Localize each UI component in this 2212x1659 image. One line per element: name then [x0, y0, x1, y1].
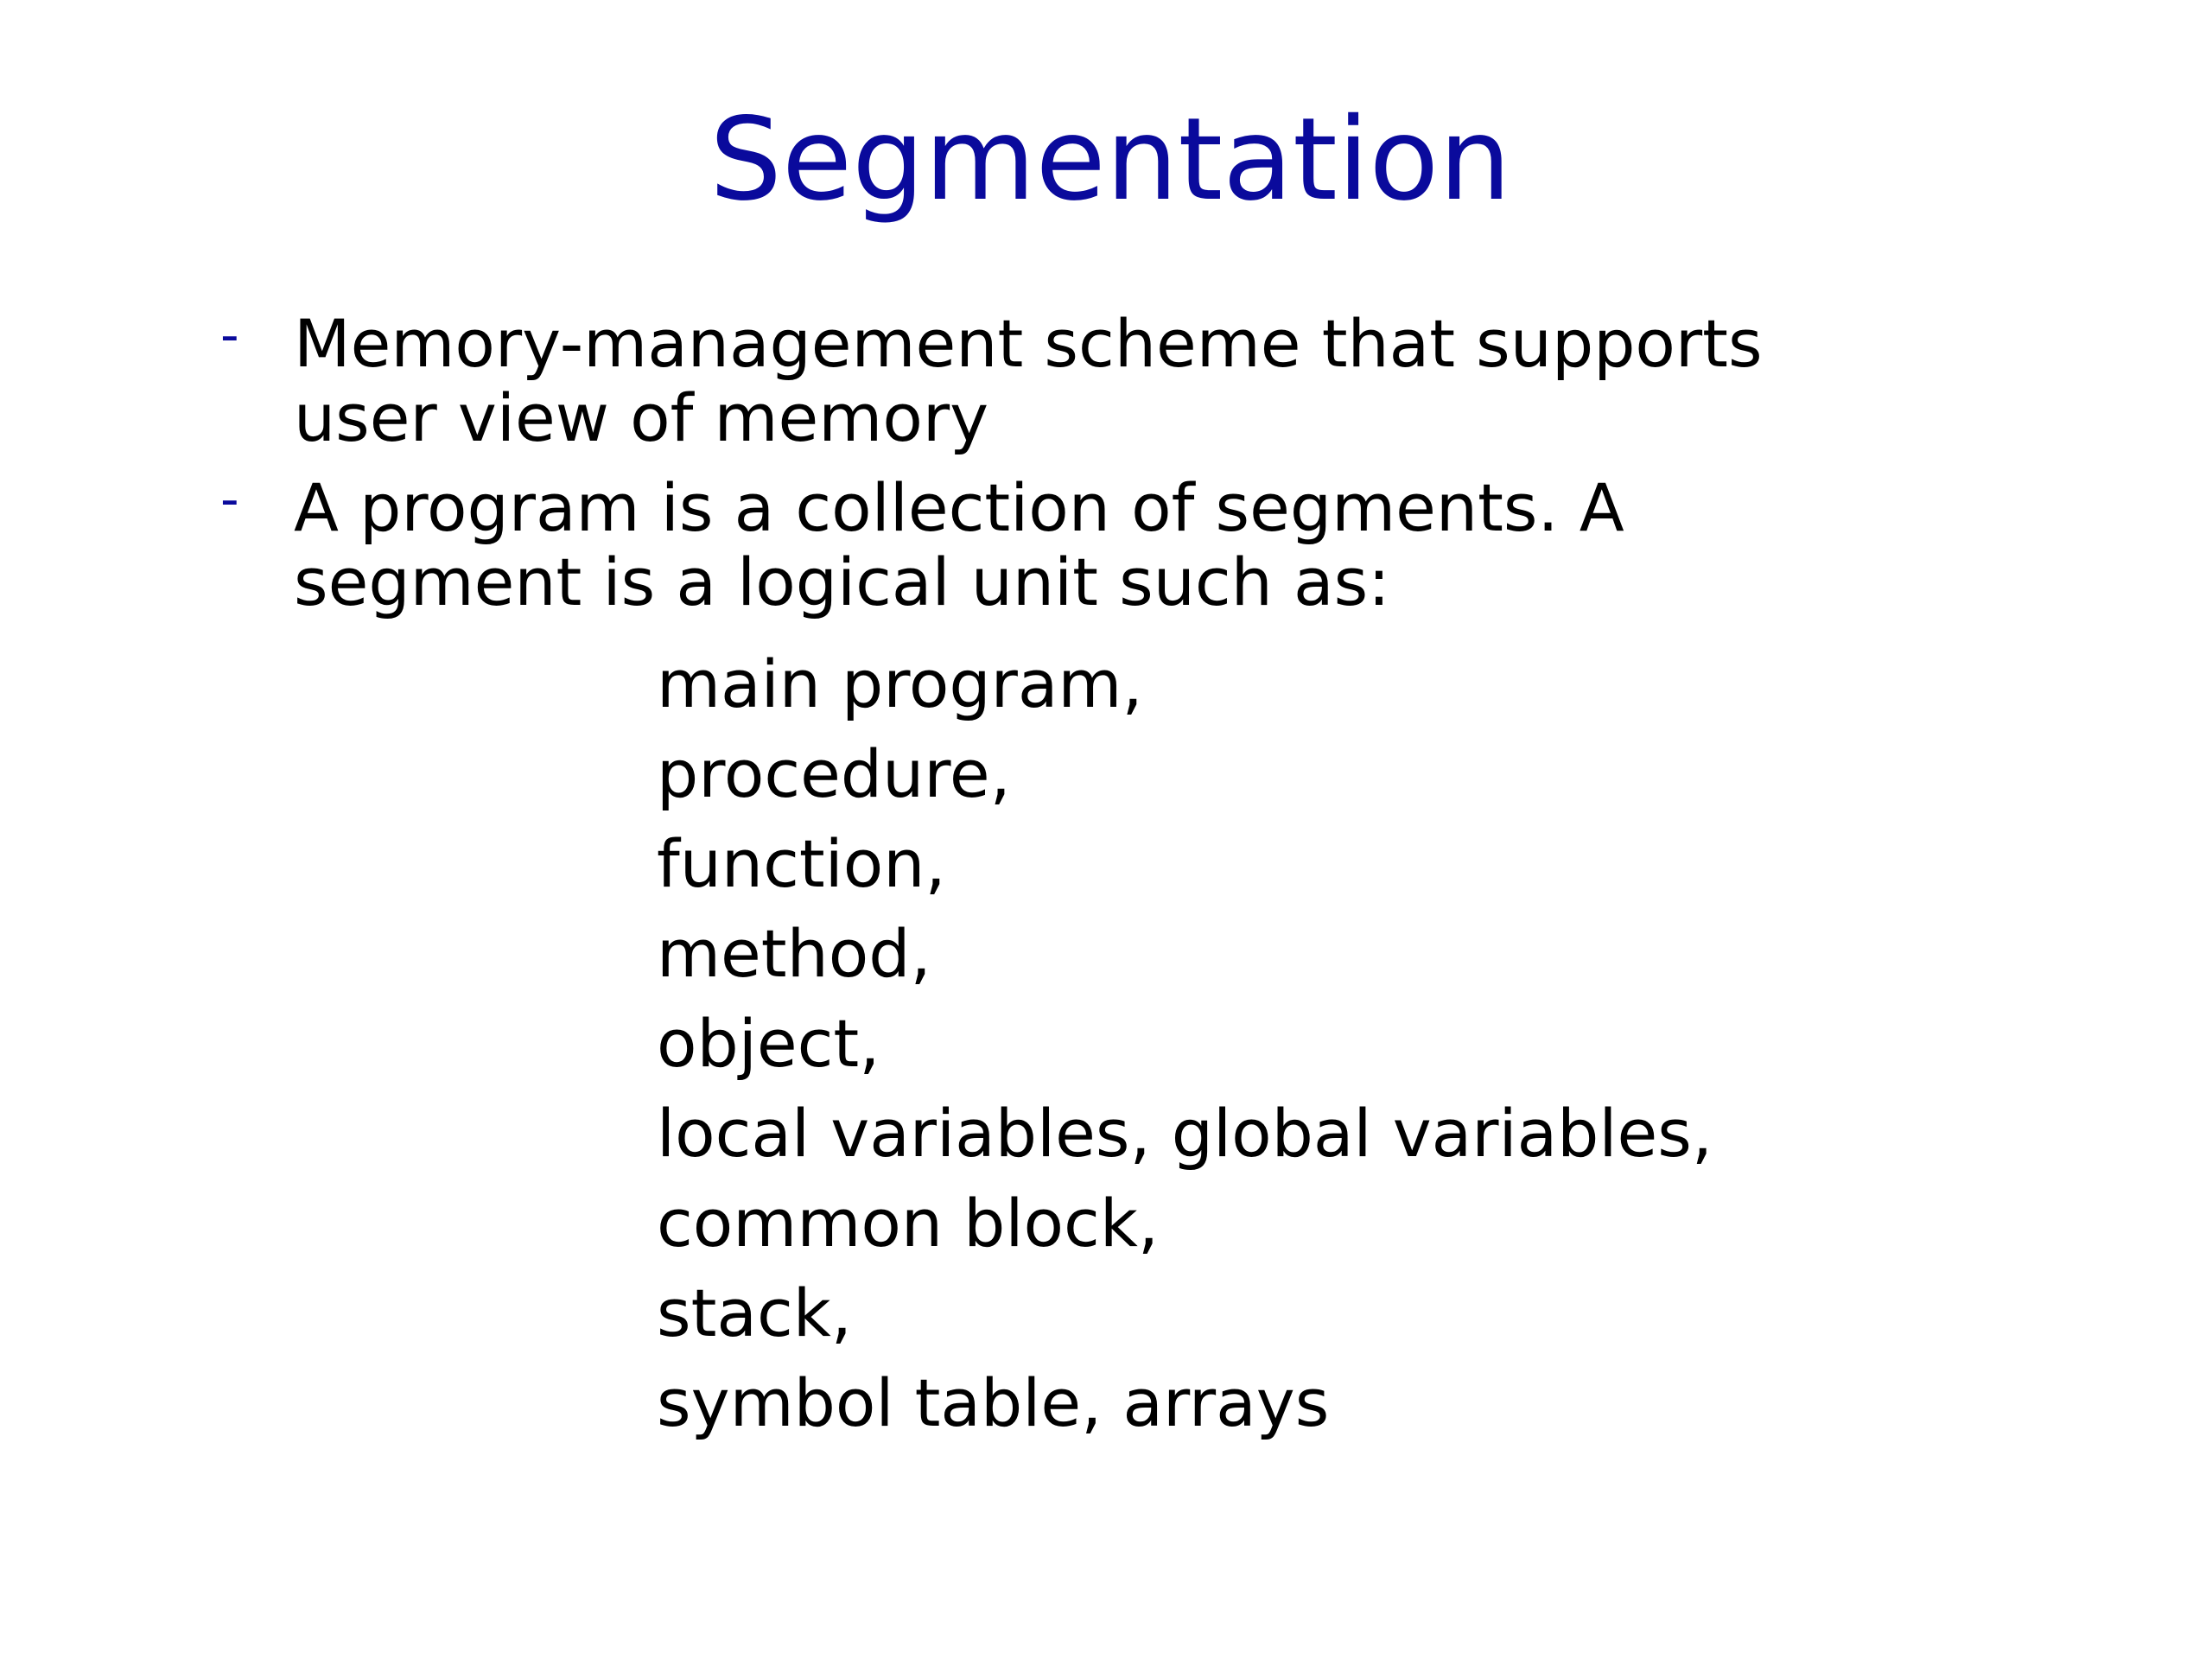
- logical-unit-item: function,: [657, 825, 946, 902]
- bullet-list: [220, 307, 1776, 635]
- bullet-text-line: segment is a logical unit such as:: [294, 543, 1390, 620]
- bullet-text-line: A program is a collection of segments. A: [294, 469, 1624, 546]
- logical-unit-item: local variables, global variables,: [657, 1095, 1713, 1172]
- logical-unit-item: common block,: [657, 1185, 1159, 1262]
- bullet-text-line: user view of memory: [294, 379, 989, 456]
- logical-unit-item: symbol table, arrays: [657, 1364, 1330, 1441]
- slide-title: Segmentation: [709, 93, 1511, 226]
- bullet-dash-icon: -: [220, 305, 239, 365]
- logical-unit-item: method,: [657, 915, 931, 992]
- bullet-item: [220, 471, 1776, 620]
- bullet-dash-icon: -: [220, 469, 239, 530]
- bullet-text-line: Memory-management scheme that supports: [294, 305, 1763, 382]
- logical-unit-list: [657, 639, 2039, 1448]
- logical-unit-item: object,: [657, 1005, 880, 1082]
- logical-unit-item: main program,: [657, 645, 1143, 722]
- logical-unit-item: stack,: [657, 1274, 852, 1351]
- bullet-item: [220, 307, 1776, 455]
- logical-unit-item: procedure,: [657, 735, 1011, 812]
